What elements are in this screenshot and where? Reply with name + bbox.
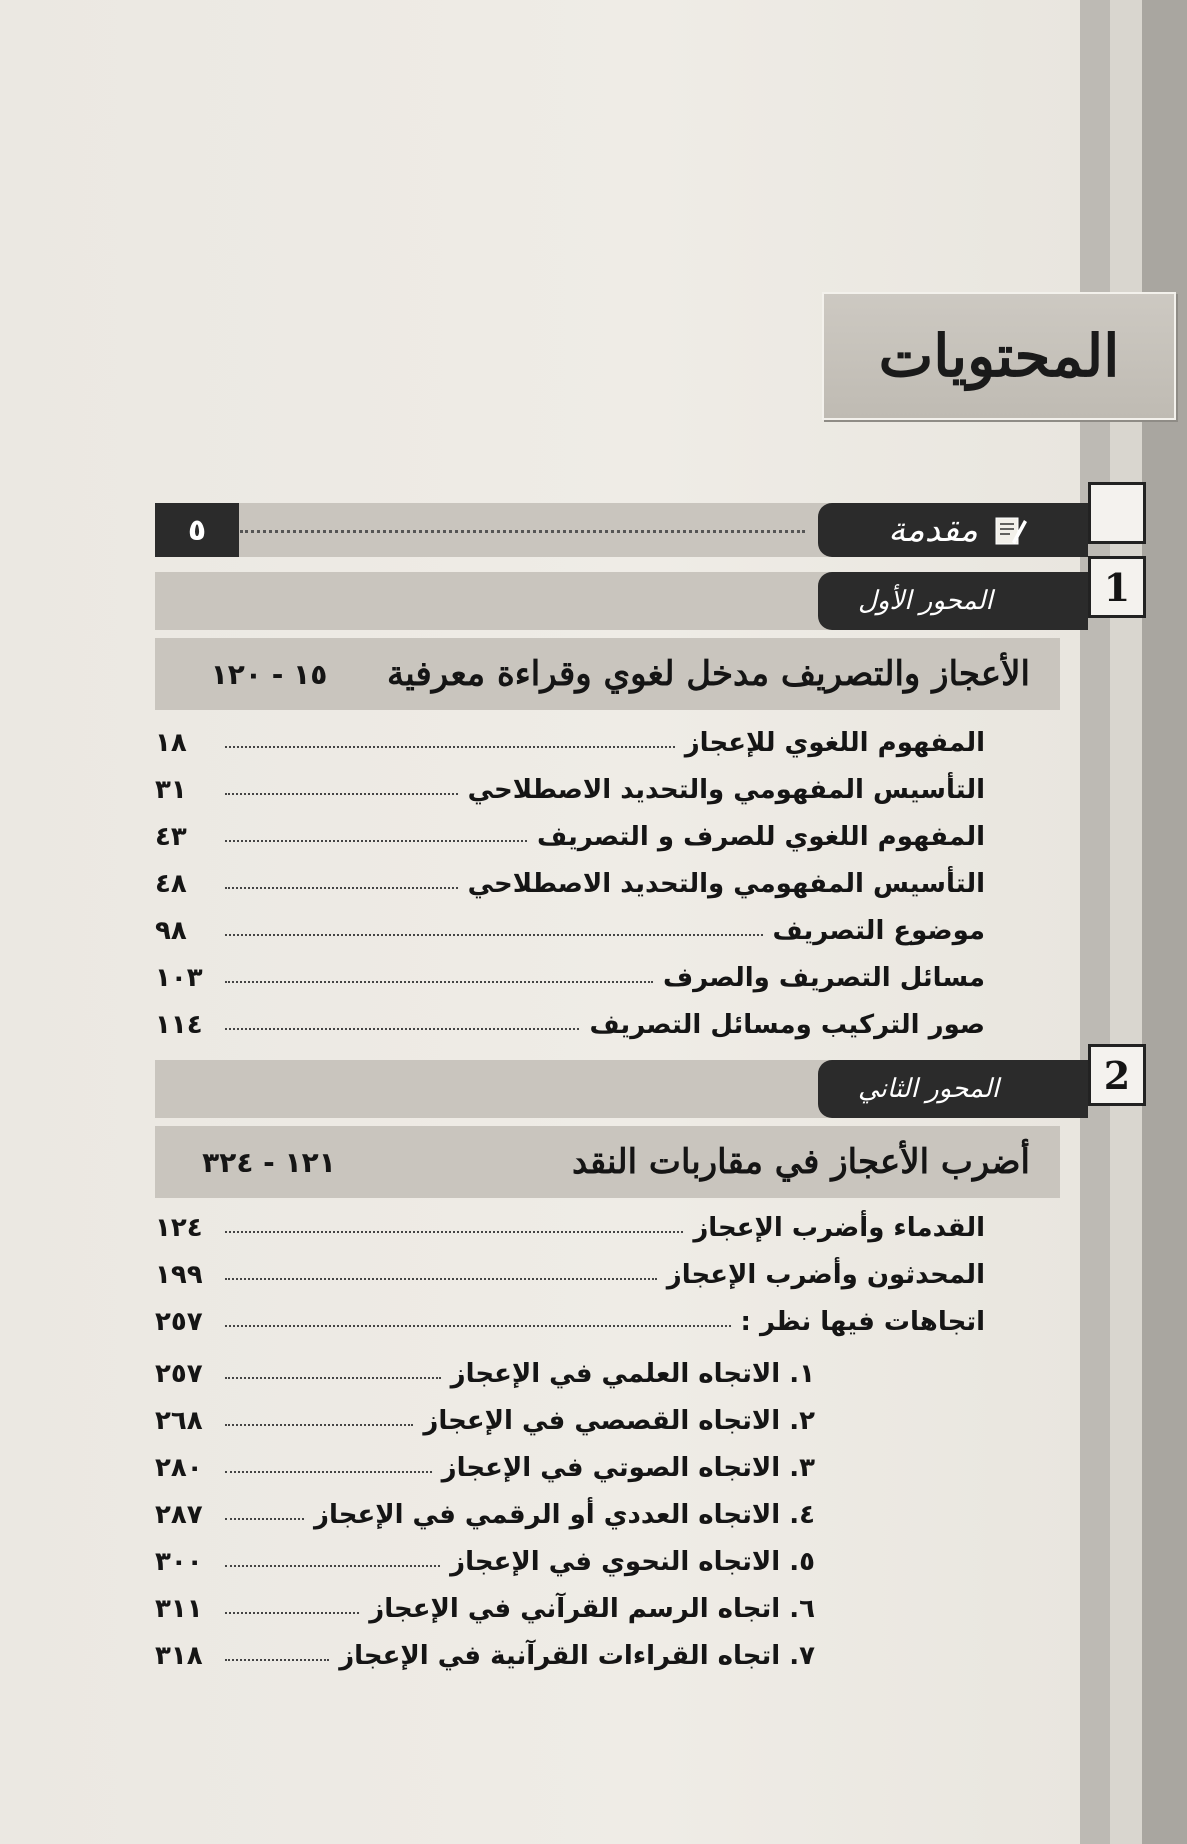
toc-page: ٢٨٠: [155, 1453, 203, 1483]
toc-page: ١٨: [155, 728, 187, 758]
toc-entry[interactable]: [155, 864, 985, 904]
toc-page: ١٠٣: [155, 963, 203, 993]
intro-page-number: ٥: [155, 503, 239, 557]
toc-entry[interactable]: [155, 958, 985, 998]
leader-dots: [225, 1325, 731, 1327]
leader-dots: [225, 1471, 432, 1473]
section-2-title: أضرب الأعجاز في مقاربات النقد: [571, 1142, 1030, 1182]
intro-leader-dots: [240, 530, 805, 533]
toc-text: مسائل التصريف والصرف: [662, 963, 985, 993]
toc-entry[interactable]: [155, 1542, 815, 1582]
intro-tab[interactable]: [818, 503, 1088, 557]
toc-page: ٢٦٨: [155, 1406, 203, 1436]
toc-text: اتجاهات فيها نظر :: [740, 1307, 985, 1337]
toc-text: ٣. الاتجاه الصوتي في الإعجاز: [441, 1453, 815, 1483]
section-1-tab-label: المحور الأول: [858, 586, 993, 616]
toc-entry[interactable]: [155, 1302, 985, 1342]
toc-text: المفهوم اللغوي للصرف و التصريف: [537, 822, 985, 852]
toc-text: المفهوم اللغوي للإعجاز: [684, 728, 985, 758]
section-2-page-range: ١٢١ - ٣٢٤: [202, 1145, 336, 1179]
section-2-tab-label: المحور الثاني: [858, 1074, 1000, 1104]
section-1-page-range: ١٥ - ١٢٠: [210, 657, 328, 691]
toc-entry[interactable]: [155, 911, 985, 951]
intro-label: مقدمة: [888, 510, 978, 550]
toc-page: ٤٨: [155, 869, 187, 899]
pen-icon: [992, 512, 1028, 548]
leader-dots: [225, 1028, 579, 1030]
leader-dots: [225, 934, 763, 936]
toc-entry[interactable]: [155, 1589, 815, 1629]
book-spine-edge: [1110, 0, 1142, 1844]
section-1-tab[interactable]: [818, 572, 1088, 630]
section-2-tab[interactable]: [818, 1060, 1088, 1118]
toc-page: ١٢٤: [155, 1213, 203, 1243]
toc-page: ٣١٨: [155, 1641, 203, 1671]
toc-text: القدماء وأضرب الإعجاز: [693, 1213, 985, 1243]
book-spine-edge: [1142, 0, 1187, 1844]
section-2-number: 2: [1088, 1044, 1146, 1106]
toc-entry[interactable]: [155, 1208, 985, 1248]
leader-dots: [225, 887, 458, 889]
leader-dots: [225, 1659, 329, 1661]
toc-text: التأسيس المفهومي والتحديد الاصطلاحي: [467, 775, 985, 805]
section-1-title-band: [155, 638, 1060, 710]
leader-dots: [225, 1278, 657, 1280]
leader-dots: [225, 1424, 413, 1426]
toc-entry[interactable]: [155, 1354, 815, 1394]
toc-page: ٢٨٧: [155, 1500, 203, 1530]
toc-page: ٢٥٧: [155, 1307, 203, 1337]
toc-page: ٣٠٠: [155, 1547, 203, 1577]
leader-dots: [225, 981, 653, 983]
toc-text: صور التركيب ومسائل التصريف: [589, 1010, 985, 1040]
page-title: المحتويات: [878, 322, 1120, 390]
intro-corner-box: [1088, 482, 1146, 544]
toc-entry[interactable]: [155, 1495, 815, 1535]
toc-page: ٢٥٧: [155, 1359, 203, 1389]
toc-entry[interactable]: [155, 770, 985, 810]
toc-page: ٣١: [155, 775, 187, 805]
toc-page: ٣١١: [155, 1594, 203, 1624]
toc-page: ٤٣: [155, 822, 187, 852]
toc-text: ٤. الاتجاه العددي أو الرقمي في الإعجاز: [313, 1500, 815, 1530]
contents-title-box: [822, 292, 1176, 420]
section-1-title: الأعجاز والتصريف مدخل لغوي وقراءة معرفية: [387, 654, 1030, 694]
toc-text: ٢. الاتجاه القصصي في الإعجاز: [423, 1406, 815, 1436]
toc-text: التأسيس المفهومي والتحديد الاصطلاحي: [467, 869, 985, 899]
leader-dots: [225, 1518, 304, 1520]
leader-dots: [225, 840, 527, 842]
leader-dots: [225, 1565, 440, 1567]
book-spine-edge: [1080, 0, 1110, 1844]
toc-text: ١. الاتجاه العلمي في الإعجاز: [450, 1359, 815, 1389]
toc-entry[interactable]: [155, 1401, 815, 1441]
toc-text: المحدثون وأضرب الإعجاز: [666, 1260, 985, 1290]
leader-dots: [225, 1377, 441, 1379]
toc-page: ١٩٩: [155, 1260, 203, 1290]
toc-entry[interactable]: [155, 817, 985, 857]
leader-dots: [225, 793, 458, 795]
leader-dots: [225, 1612, 359, 1614]
toc-text: ٦. اتجاه الرسم القرآني في الإعجاز: [369, 1594, 815, 1624]
toc-text: ٥. الاتجاه النحوي في الإعجاز: [450, 1547, 815, 1577]
section-2-title-band: [155, 1126, 1060, 1198]
toc-entry[interactable]: [155, 1636, 815, 1676]
toc-text: موضوع التصريف: [772, 916, 985, 946]
toc-entry[interactable]: [155, 1255, 985, 1295]
section-1-number: 1: [1088, 556, 1146, 618]
toc-entry[interactable]: [155, 723, 985, 763]
toc-text: ٧. اتجاه القراءات القرآنية في الإعجاز: [339, 1641, 815, 1671]
toc-entry[interactable]: [155, 1448, 815, 1488]
toc-page: ١١٤: [155, 1010, 203, 1040]
toc-entry[interactable]: [155, 1005, 985, 1045]
leader-dots: [225, 1231, 683, 1233]
toc-page: ٩٨: [155, 916, 187, 946]
leader-dots: [225, 746, 675, 748]
